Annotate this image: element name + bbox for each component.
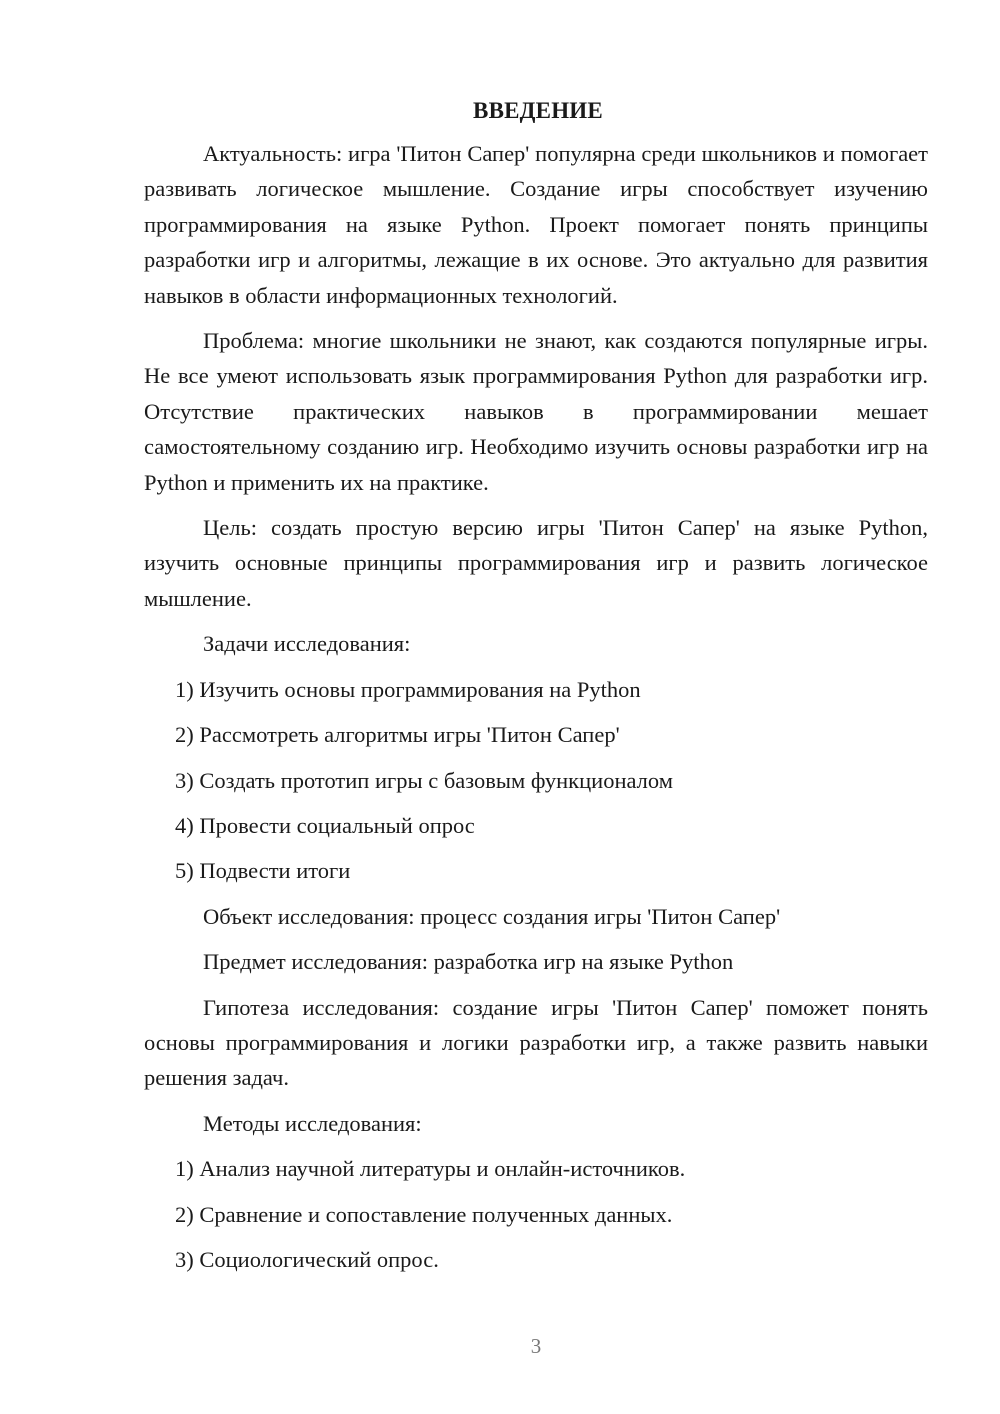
list-item: 2) Рассмотреть алгоритмы игры 'Питон Сапер' xyxy=(175,722,620,748)
hypothesis-paragraph: Гипотеза исследования: создание игры 'Питон Сапер' поможет понять основы программирования и логики разработки игр, а также развить навыки решения задач. xyxy=(144,994,928,1091)
list-item: 1) Изучить основы программирования на Python xyxy=(175,676,641,702)
problem-paragraph: Проблема: многие школьники не знают, как создаются популярные игры. Не все умеют использовать язык программирования Python для разработки игр. Отсутствие практических навыков в программировании мешает самостоятельному созданию игр. Необходимо изучить основы разработки игр на Python и применить их на практике. xyxy=(144,328,928,495)
document-page xyxy=(144,96,928,1287)
section-heading: ВВЕДЕНИЕ xyxy=(473,98,603,123)
list-item: 3) Социологический опрос. xyxy=(175,1246,439,1272)
goal-paragraph: Цель: создать простую версию игры 'Питон Сапер' на языке Python, изучить основные принципы программирования игр и развить логическое мышление. xyxy=(144,515,928,611)
page-number: 3 xyxy=(530,1334,542,1358)
list-item: 2) Сравнение и сопоставление полученных данных. xyxy=(175,1201,673,1227)
object-paragraph: Объект исследования: процесс создания игры 'Питон Сапер' xyxy=(203,903,781,929)
list-item: 4) Провести социальный опрос xyxy=(175,812,475,838)
list-item: 5) Подвести итоги xyxy=(175,858,351,884)
tasks-list xyxy=(144,672,928,889)
relevance-paragraph: Актуальность: игра 'Питон Сапер' популярна среди школьников и помогает развивать логическое мышление. Создание игры способствует изучению программирования на языке Python. Проект помогает понять принципы разработки игр и алгоритмы, лежащие в их основе. Это актуально для развития навыков в области информационных технологий. xyxy=(144,141,928,308)
list-item: 1) Анализ научной литературы и онлайн-источников. xyxy=(175,1156,686,1182)
methods-list xyxy=(144,1151,928,1277)
subject-paragraph: Предмет исследования: разработка игр на языке Python xyxy=(203,949,734,975)
tasks-title: Задачи исследования: xyxy=(203,631,411,657)
methods-title: Методы исследования: xyxy=(203,1110,422,1136)
list-item: 3) Создать прототип игры с базовым функционалом xyxy=(175,767,673,793)
